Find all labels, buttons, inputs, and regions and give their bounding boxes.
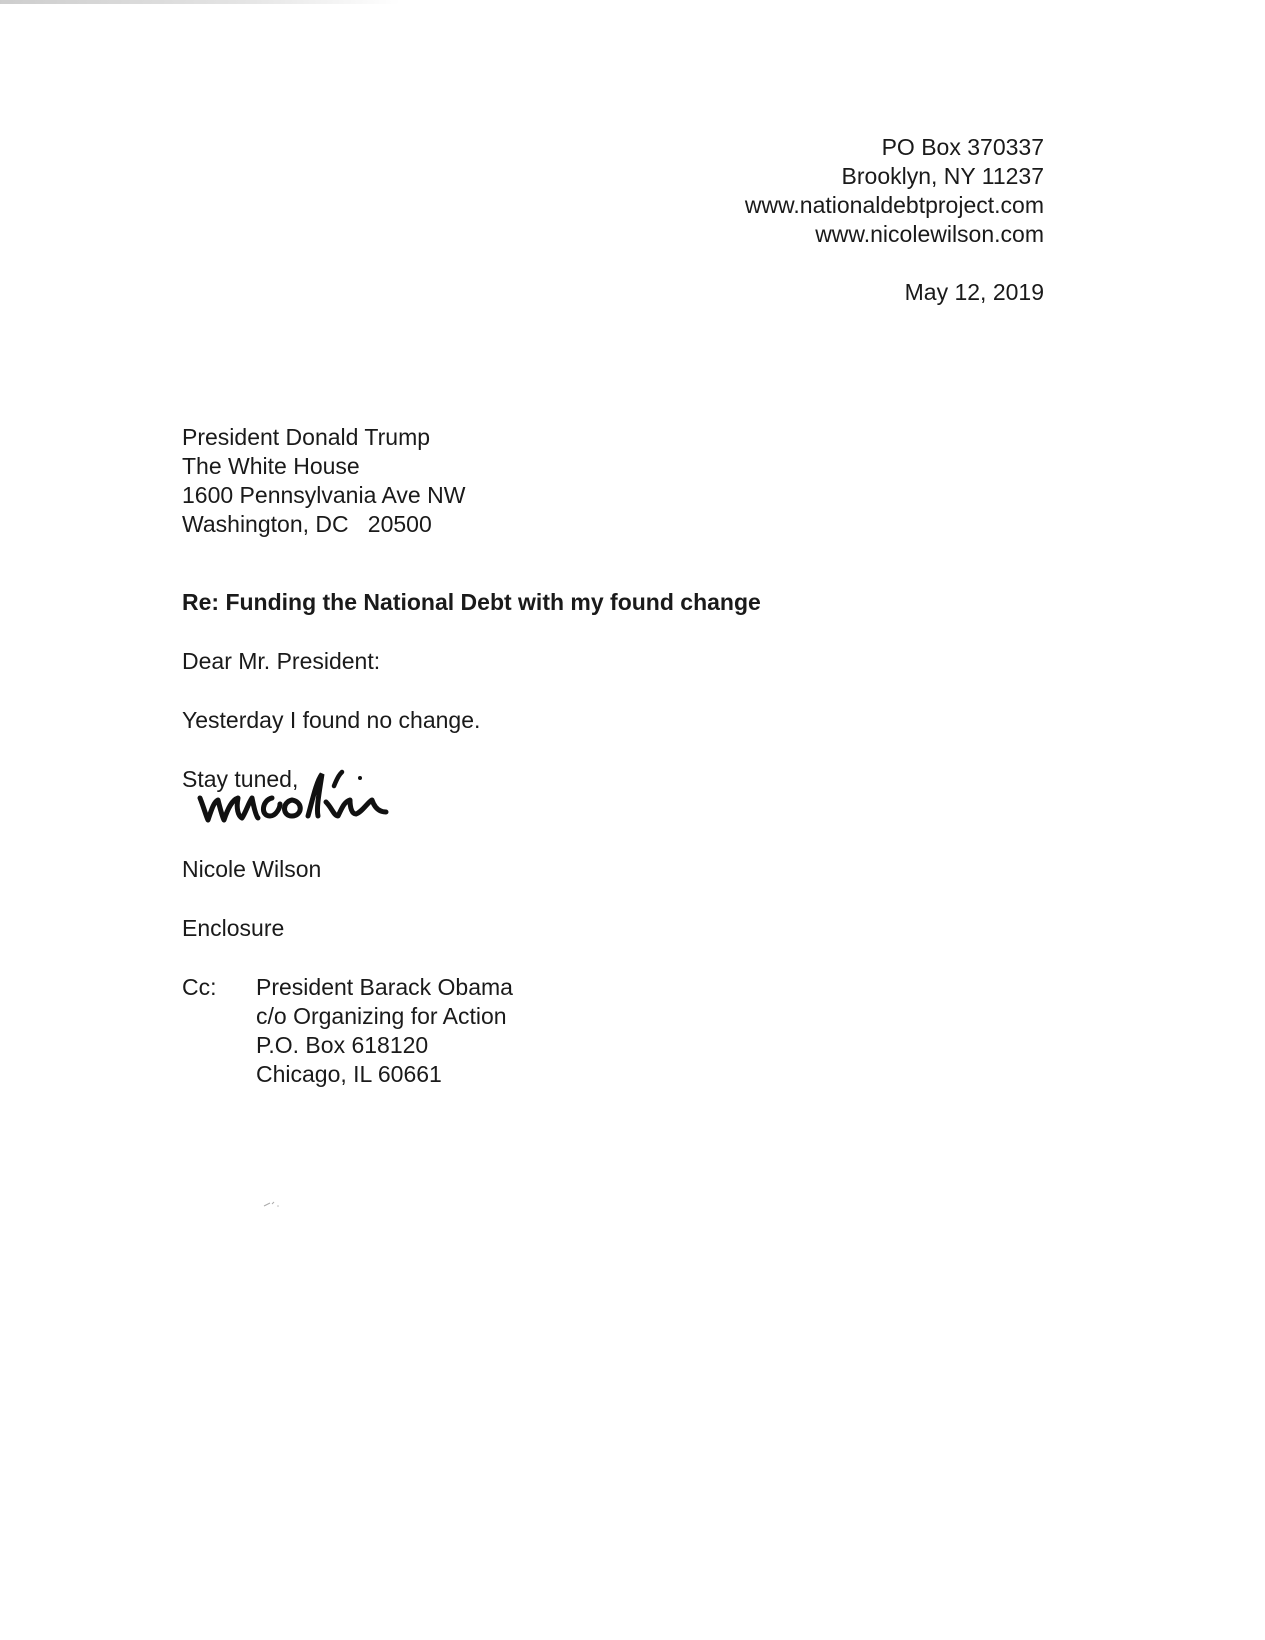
recipient-name: President Donald Trump: [182, 424, 431, 450]
scan-edge-mark: [0, 0, 400, 4]
letter-date: May 12, 2019: [904, 279, 1044, 305]
cc-care-of: c/o Organizing for Action: [256, 1003, 507, 1029]
salutation: Dear Mr. President:: [182, 648, 381, 674]
recipient-address-block: [182, 423, 465, 539]
sender-website-1: www.nationaldebtproject.com: [744, 192, 1044, 218]
signer-name: Nicole Wilson: [182, 856, 322, 882]
handwritten-signature: [192, 768, 402, 838]
closing-line: Stay tuned,: [182, 766, 299, 792]
cc-city-state-zip: Chicago, IL 60661: [256, 1061, 442, 1087]
sender-city-state: Brooklyn, NY 11237: [841, 163, 1044, 189]
sender-po-box: PO Box 370337: [881, 134, 1044, 160]
sender-address-block: [745, 133, 1044, 249]
body-paragraph: Yesterday I found no change.: [182, 707, 481, 733]
sender-website-2: www.nicolewilson.com: [815, 221, 1044, 247]
enclosure-note: Enclosure: [182, 915, 285, 941]
cc-label: Cc:: [182, 974, 217, 1000]
recipient-city-state-zip: Washington, DC 20500: [182, 511, 432, 537]
recipient-organization: The White House: [182, 453, 360, 479]
cc-po-box: P.O. Box 618120: [256, 1032, 429, 1058]
recipient-street: 1600 Pennsylvania Ave NW: [182, 482, 466, 508]
subject-line: Re: Funding the National Debt with my found change: [182, 589, 761, 615]
cc-address-block: [256, 973, 513, 1089]
scan-speck: [262, 1200, 284, 1208]
cc-recipient-name: President Barack Obama: [256, 974, 513, 1000]
